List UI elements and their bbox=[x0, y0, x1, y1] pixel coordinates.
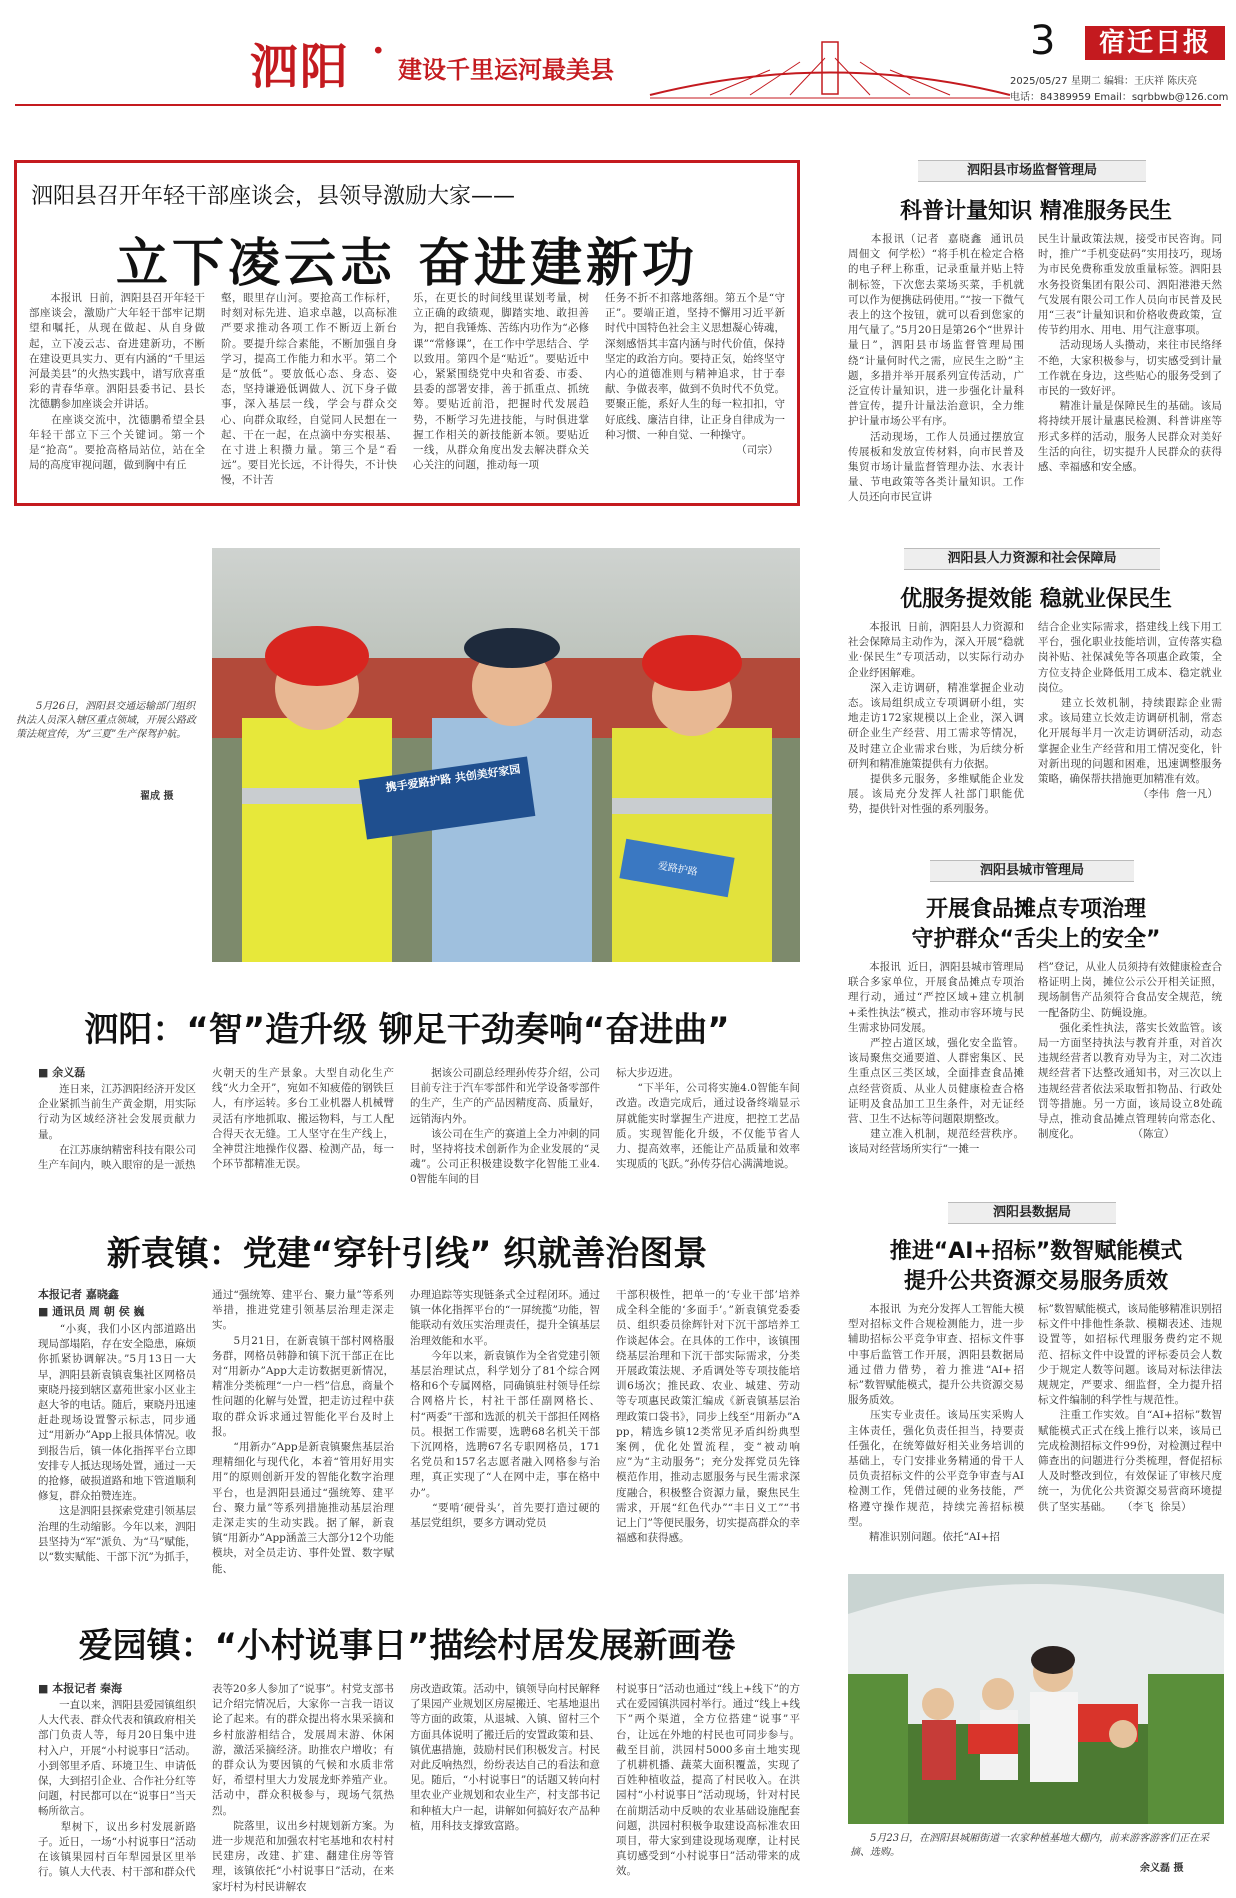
article-xinyuan-col-1: “小爽，我们小区内部道路出现局部塌陷，存在安全隐患，麻烦你抓紧协调解决。”5月13日一大早，泗阳县新袁镇袁集社区网格员柬晓丹接到辖区嘉苑世家小区业主赵大爷的电话。随后，柬晓丹迅速赶赴现场设置警示标志，同步通过“用新办”App上报具体情况。收到报告后，镇一体化指挥平台立即安排专人抵达现场处置，通过一天的抢修，破损道路和地下管道顺利修复，群众拍赞连连。 这是泗阳县探索党建引领基层治理的生动缩影。今年以来，泗阳县坚持为“军”派负、为“马”赋能，以“数实赋能、干部下沉”为抓手， bbox=[38, 1323, 196, 1564]
right-item-3-title-2: 守护群众“舌尖上的安全” bbox=[911, 927, 1161, 952]
section-dot: · bbox=[372, 30, 385, 72]
right-item-4-title-2: 提升公共资源交易服务质效 bbox=[903, 1269, 1168, 1294]
lead-title: 立下凌云志 奋进建新功 bbox=[115, 234, 699, 294]
article-zhi-col-4: 标大步迈进。 “下半年，公司将实施4.0智能车间改造。改造完成后，通过设备终端显示屏就能实时掌握生产进度，把控工艺品质。实现智能化升级，不仅能节省人力、提高效率，还能让产品质量和效率实现质的飞跃。”孙传芬信心满满地说。 bbox=[616, 1067, 800, 1171]
bridge-illustration bbox=[650, 40, 1010, 100]
article-aiyuan-col-1: 一直以来，泗阳县爱园镇组织人大代表、群众代表和镇政府相关部门负责人等，每月20日集中进村入户，开展“小村说事日”活动。小到邻里矛盾、环境卫生、申请低保，大到招引企业、合作社分红等问题，村民都可以在“说事日”当天畅所欲言。 犁树下，议出乡村发展新路子。近日，一场“小村说事日”活动在该镇果园村百年犁园景区里举行。镇人大代表、村干部和群众代 bbox=[38, 1699, 196, 1879]
article-aiyuan-col-4: 村说事日”活动也通过“线上+线下”的方式在爱园镇洪园村举行。通过“线上+线下”两个渠道，全方位搭建“说事”平台，让远在外地的村民也可同步参与。截至目前，洪园村5000多亩土地实现了机耕机播、蔬菜大面积覆盖，实现了百姓种植收益，提高了村民收入。在洪园村“小村说事日”活动现场，针对村民在前期活动中反映的农业基础设施配套问题，洪园村积极争取建设高标准农田项目，带大家到建设现场观摩，让村民真切感受到“小村说事日”活动带来的成效。 bbox=[616, 1683, 800, 1878]
article-zhi-col-3: 据该公司副总经理孙传芬介绍，公司目前专注于汽车零部件和光学设备零部件的生产，生产的产品因精度高、质量好，远销海内外。 该公司在生产的赛道上全力冲刺的同时，坚持将技术创新作为企业发展的“灵魂”。公司正积极建设数字化智能工业4.0智能车间的目 bbox=[410, 1067, 600, 1186]
right-item-2-col-1: 本报讯 日前，泗阳县人力资源和社会保障局主动作为，深入开展“稳就业·保民生”专项活动，以实际行动办企业纾困解难。 深入走访调研，精准掌握企业动态。该局组织成立专项调研小组，实地走访172家规模以上企业，深入调研企业生产经营、用工需求等情况，及时建立企业需求台账，为后续分析研判和精准施策提供有力依据。 提供多元服务，多维赋能企业发展。该局充分发挥人社部门职能优势，提供针对性强的系列服务。 bbox=[848, 621, 1024, 816]
article-xinyuan-author-2: ■ 通讯员 周 朝 侯 巍 bbox=[38, 1305, 145, 1318]
right-item-4-tag: 泗阳县数据局 bbox=[948, 1202, 1116, 1224]
lead-col-3: 乐，在更长的时间线里谋划考量，树立正确的政绩观，脚踏实地、敢担善为，把自我锤炼、苦练内功作为“必修课”“常修课”，在工作中学思结合、学以致用。第四个是“贴近”。要贴近中心，紧紧围绕党中央和省委、市委、县委的部署安排，善于抓重点、抓统筹。要贴近前沿，把握时代发展趋势，不断学习先进技能，与时俱进掌握工作相关的新技能新本领。要贴近一线，从群众角度出发去解决群众关心关注的问题，推动每一项 bbox=[413, 292, 589, 472]
article-xinyuan-author-1: 本报记者 嘉晓鑫 bbox=[38, 1288, 119, 1301]
photo1-credit: 翟成 摄 bbox=[140, 791, 174, 802]
photo1-brochure-text: 爱路护路 bbox=[657, 860, 699, 879]
article-xinyuan-col-3: 办理追踪等实现链条式全过程闭环。通过镇一体化指挥平台的“一屏统揽”功能，智能联动有效压实治理责任，提升全镇基层治理效能和水平。 今年以来，新袁镇作为全省党建引领基层治理试点，科学划分了81个综合网格和6个专属网格，同确镇驻村领导任综合网格片长，村社干部任副网格长、村“两委”干部和选派的机关干部担任网格员。根据工作需要，选聘68名机关干部下沉网格，选聘67名专职网格员，171名党员和157名志愿者融入网格参与治理，真正实现了“人在网中走，事在格中办”。 “要啃‘硬骨头’，首先要打造过硬的基层党组织，要多方调动党员 bbox=[410, 1289, 600, 1530]
photo1-banner-text: 携手爱路护路 共创美好家园 bbox=[384, 762, 522, 795]
lead-kicker: 泗阳县召开年轻干部座谈会，县领导激励大家—— bbox=[31, 184, 516, 209]
article-zhi-col-1: 连日来，江苏泗阳经济开发区企业紧抓当前生产黄金期，用实际行动为区域经济社会发展贡献力量。 在江苏康纳精密科技有限公司生产车间内，映入眼帘的是一派热 bbox=[38, 1083, 196, 1172]
right-item-2-title: 优服务提效能 稳就业保民生 bbox=[900, 587, 1172, 612]
right-item-3-col-2: 档”登记，从业人员须持有效健康检查合格证明上岗，摊位公示公开相关证照，现场制售产品须符合食品安全规范，统一配备防尘、防蝇设施。 强化柔性执法，落实长效监管。该局一方面坚持执法与教育并重，对首次违规经营者以教育劝导为主，对二次违规经营者下达整改通知书，对三次以上违规经营者依法采取暂扣物品、行政处罚等措施。另一方面，该局设立8处疏导点，推动食品摊点管理转向常态化、制度化。 （陈宣） bbox=[1038, 961, 1222, 1141]
contact-line: 电话：84389959 Email：sqrbbwb@126.com bbox=[1010, 92, 1229, 103]
right-item-2-tag: 泗阳县人力资源和社会保障局 bbox=[904, 548, 1160, 570]
lead-col-2: 壑，眼里存山河。要抢高工作标杆，时刻对标先进、追求卓越，以高标准严要求推动各项工作不断迈上新台阶。要提升综合素能，不断加强自身学习，提高工作能力和水平。第二个是“放低”。要放低心态、身态、姿态，坚持谦逊低调做人、沉下身子做事，深入基层一线，学会与群众交心、向群众取经，自觉同人民想在一起、干在一起，在点滴中夯实根基、在寸进上积攒力量。第三个是“看远”。要目光长远，不计得失，不计快慢，不计苦 bbox=[221, 292, 397, 487]
lead-article bbox=[14, 160, 800, 506]
article-aiyuan-col-3: 房改造政策。活动中，镇领导向村民解释了果园产业规划区房屋搬迁、宅基地退出等方面的政策，从退城、入镇、留村三个方面具体说明了搬迁后的安置政策和县、镇优惠措施，鼓励村民们积极发言。村民对此反响热烈，纷纷表达自己的看法和意见。随后，“小村说事日”的话题又转向村里农业产业规划和农业生产，村支部书记和种植大户一起，讲解如何搞好农产品种植，用科技支撑致富路。 bbox=[410, 1683, 600, 1832]
paper-logo: 宿迁日报 bbox=[1085, 26, 1225, 60]
right-item-3-title-1: 开展食品摊点专项治理 bbox=[925, 897, 1146, 922]
right-item-1-col-1: 本报讯（记者 嘉晓鑫 通讯员 周佃文 何学松）“将手机在检定合格的电子秤上称重，记录重量并贴上特制标签，下次您去菜场买菜，手机就可以作为便携砝码使用。”“按一下微气表上的这个按钮，就可以看到您家的用气量了。”5月20日是第26个“世界计量日”，泗阳县市场监督管理局围绕“计量何时代之需，应民生之盼”主题，多措并举开展系列宣传活动，广泛宣传计量知识，进一步强化计量科普宣传，提升计量法治意识，全力维护计量市场公平有序。 活动现场，工作人员通过摆放宣传展板和发放宣传材料，向市民普及集贸市场计量监督管理办法、水表计量、节电政策等各类计量知识。工作人员还向市民宣讲 bbox=[848, 233, 1024, 504]
right-item-3-tag: 泗阳县城市管理局 bbox=[930, 860, 1134, 882]
masthead bbox=[0, 0, 1236, 110]
photo2-greenhouse-picking bbox=[848, 1574, 1224, 1824]
right-item-4-col-1: 本报讯 为充分发挥人工智能大模型对招标文件合规检测能力，进一步辅助招标公平竞争审查、招标文件事中事后监管工作开展，泗阳县数据局通过借力借势，着力推进“AI+招标”数智赋能模式，提升公共资源交易服务质效。 压实专业责任。该局压实采购人主体责任，强化负责任担当，持要责任强化，在统筹做好相关业务培训的基础上，专门安排业务精通的骨干人员负责招标文件的公平竞争审查与AI检测工作，凭借过硬的业务技能，严格遵守操作规范，持续完善招标模型。 精准识别问题。依托“AI+招 bbox=[848, 1303, 1024, 1544]
right-item-4-col-2: 标”数智赋能模式，该局能够精准识别招标文件中排他性条款、模糊表述、违规设置等，如招标代理服务费约定不规范、招标文件中设置的评标委员会人数少于规定人数等问题。该局对标法律法规规定，严要求、细监督，全力提升招标文件编制的科学性与规范性。 注重工作实效。自“AI+招标”数智赋能模式正式在线上推行以来，该局已完成检测招标文件99份，对检测过程中筛查出的问题进行分类梳理，督促招标人及时整改到位，有效保证了审核尺度统一，为优化公共资源交易营商环境提供了坚实基础。 （李飞 徐昊） bbox=[1038, 1303, 1222, 1513]
date-line: 2025/05/27 星期二 编辑：王庆祥 陈庆亮 bbox=[1010, 76, 1198, 87]
right-item-3-col-1: 本报讯 近日，泗阳县城市管理局联合多家单位，开展食品摊点专项治理行动，通过“严控区域+建立机制+柔性执法”模式，推动市容环境与民生需求协同发展。 严控占道区域，强化安全监管。该局聚焦交通要道、人群密集区、民生重点区三类区域，全面排查食品摊点经营资质、从业人员健康检查合格证明及食品加工卫生条件，对无证经营、卫生不达标等问题限期整改。 建立准入机制，规范经营秩序。该局对经营场所实行“一摊一 bbox=[848, 961, 1024, 1156]
article-aiyuan-author: ■ 本报记者 秦海 bbox=[38, 1682, 123, 1695]
lead-col-4: 任务不折不扣落地落细。第五个是“守正”。要端正道，坚持不懈用习近平新时代中国特色社会主义思想凝心铸魂，深刻感悟其丰富内涵与时代价值，保持坚定的政治方向。要持正気，始终坚守内心的道德准则与精神追求，甘于奉献、争做表率，做到不负时代不负党。要聚正能，系好人生的每一粒扣扣，守好底线、廉洁自律，让正身自律成为一种习惯、一种自觉、一种操守。 （司宗） bbox=[605, 292, 785, 457]
page-number: 3 bbox=[1030, 18, 1056, 64]
masthead-rule bbox=[15, 104, 1221, 106]
photo1-traffic-publicity bbox=[212, 548, 800, 962]
article-zhi-author: ■ 余义磊 bbox=[38, 1066, 86, 1079]
photo2-caption: 5月23日，在泗阳县城厢街道一农家种植基地大棚内，前来游客游客们正在采摘、选购。 bbox=[850, 1833, 1210, 1858]
right-item-4-title-1: 推进“AI+招标”数智赋能模式 bbox=[889, 1239, 1183, 1264]
right-item-1-col-2: 民生计量政策法规，接受市民咨询。同时，推广“手机变砝码”实用技巧，现场为市民免费称重发放重量标签。泗阳县水务投资集团有限公司、泗阳港港天然气发展有限公司工作人员向市民普及民用“三表”计量知识和价格收费政策，宣传节约用水、用电、用气注意事项。 活动现场人头攒动，来往市民络绎不绝，大家积极参与，切实感受到计量工作就在身边，这些贴心的服务受到了市民的一致好评。 精准计量是保障民生的基础。该局将持续开展计量惠民检测、科普讲座等形式多样的活动，服务人民群众对美好生活的向往，切实提升人民群众的获得感、幸福感和安全感。 bbox=[1038, 233, 1222, 474]
right-item-1-title: 科普计量知识 精准服务民生 bbox=[900, 199, 1172, 224]
section-slogan: 建设千里运河最美县 bbox=[398, 56, 614, 84]
article-aiyuan-title: 爱园镇：“小村说事日”描绘村居发展新画卷 bbox=[78, 1626, 736, 1666]
right-item-1-tag: 泗阳县市场监督管理局 bbox=[918, 160, 1146, 182]
lead-col-1: 本报讯 日前，泗阳县召开年轻干部座谈会，激励广大年轻干部牢记期望和嘱托，从现在做起、从自身做起，立下凌云志、奋进建新功，不断在建设更具实力、更有内涵的“千里运河最美县”的火热实践中，谱写欣喜重彩的青春华章。泗阳县委书记、县长沈德鹏参加座谈会并讲话。 在座谈交流中，沈德鹏希望全县年轻干部立下三个关键词。第一个是“抢高”。要抢高格局站位，站在全局的高度审视问题，做到胸中有丘 bbox=[29, 292, 205, 472]
section-name: 泗阳 bbox=[250, 39, 351, 95]
photo2-credit: 余义磊 摄 bbox=[1140, 1863, 1184, 1874]
article-xinyuan-col-4: 干部积极性，把单一的‘专业干部’培养成全科全能的‘多面手’。”新袁镇党委委员、组织委员徐辉针对下沉干部培养工作谈起体会。在具体的工作中，该镇围绕基层治理和下沉干部实际需求，分类开展政策法规、矛盾调处等专项技能培训6场次；推民政、农业、城建、劳动等专项惠民政策汇编成《新袁镇基层治理政策口袋书》，同步上线至“用新办”App，精选乡镇12类常见矛盾纠纷典型案例，优化处置流程，变“被动响应”为“主动服务”；充分发挥党员先锋模范作用，推动志愿服务与民生需求深度融合，积极整合资源力量，聚焦民生需求，开展“红色代办”“丰日义工”“书记上门”等便民服务，切实提高群众的幸福感和获得感。 bbox=[616, 1289, 800, 1545]
article-xinyuan-col-2: 通过“强统筹、建平台、聚力量”等系列举措，推进党建引领基层治理走深走实。 5月21日，在新袁镇干部村网格服务群，网格员韩静和镇下沉干部正在比对“用新办”App大走访数据更新情况，精准分类梳理“一户一档”信息，商量个性问题的化解与处置，把走访过程中获取的群众诉求通过智能化平台及时上报。 “用新办”App是新袁镇聚焦基层治理精细化与现代化，本着“管用好用实用”的原则创新开发的智能化数字治理平台，也是泗阳县通过“强统筹、建平台、聚力量”等系列措施推动基层治理走深走实的生动实践。据了解，新袁镇“用新办”App涵盖三大部分12个功能模块，对全员走访、事件处置、数字赋能、 bbox=[212, 1289, 394, 1575]
article-aiyuan-col-2: 表等20多人参加了“说事”。村党支部书记介绍完情况后，大家你一言我一语议论了起来。有的群众提出将水果采摘和乡村旅游相结合，发展周末游、休闲游，激活采摘经济。助推农户增收；有的群众认为要因镇的气候和水质非常好，希望村里大力发展龙虾养殖产业。活动中，群众积极参与，现场气氛热烈。 院落里，议出乡村规划新方案。为进一步规范和加强农村宅基地和农村村民建房，改建、扩建、翻建住房等管理，该镇依托“小村说事日”活动，在来家圩村为村民讲解农 bbox=[212, 1683, 394, 1893]
article-xinyuan-title: 新袁镇：党建“穿针引线” 织就善治图景 bbox=[106, 1234, 708, 1274]
right-item-2-col-2: 结合企业实际需求，搭建线上线下用工平台，强化职业技能培训，宣传落实稳岗补贴、社保减免等各项惠企政策，全方位支持企业降低用工成本、稳定就业岗位。 建立长效机制，持续跟踪企业需求。该局建立长效走访调研机制，常态化开展每半月一次走访调研活动，动态掌握企业生产经营和用工情况变化，针对新出现的问题和困难，迅速调整服务策略，确保帮扶措施更加精准有效。 （李伟 詹一凡） bbox=[1038, 621, 1222, 801]
article-zhi-col-2: 火朝天的生产景象。大型自动化生产线“火力全开”，宛如不知疲倦的钢铁巨人，有序运转。多台工业机器人机械臂灵活有序地抓取、搬运物料，与工人配合得天衣无缝。工人坚守在生产线上，全神贯注地操作仪器、检测产品，每一个环节都精准无误。 bbox=[212, 1067, 394, 1171]
article-zhi-title: 泗阳：“智”造升级 铆足干劲奏响“奋进曲” bbox=[84, 1010, 730, 1050]
photo1-caption: 5月26日，泗阳县交通运输部门组织执法人员深入辖区重点领域，开展公路政策法规宣传，为“三夏”生产保驾护航。 bbox=[16, 701, 196, 740]
